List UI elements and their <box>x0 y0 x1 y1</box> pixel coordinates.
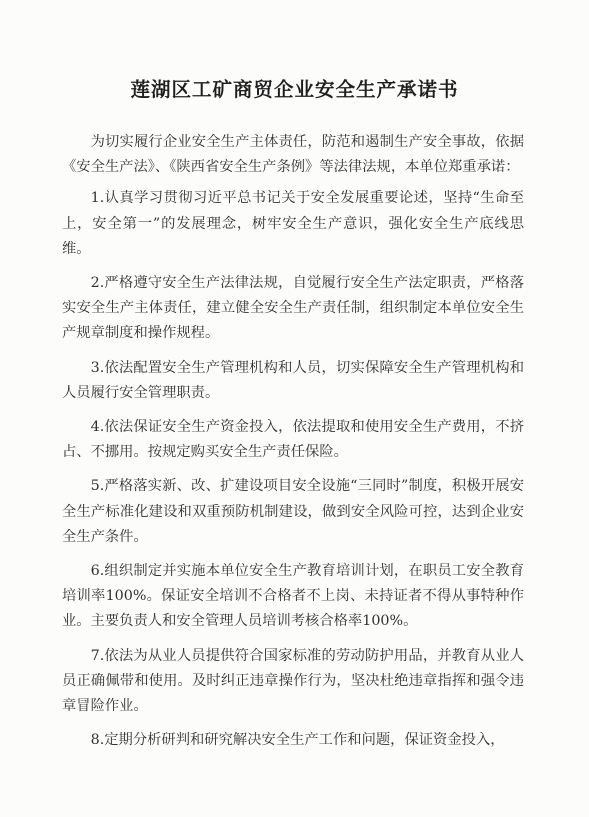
commitment-paragraph-1: 1.认真学习贯彻习近平总书记关于安全发展重要论述，坚持“生命至上，安全第一”的发展理念，树牢安全生产意识，强化安全生产底线思维。 <box>62 190 524 257</box>
commitment-paragraph-3: 3.依法配置安全生产管理机构和人员，切实保障安全生产管理机构和人员履行安全管理职责。 <box>62 359 524 401</box>
commitment-paragraph-8: 8.定期分析研判和研究解决安全生产工作和问题，保证资金投入， <box>90 732 505 749</box>
commitment-paragraph-6: 6.组织制定并实施本单位安全生产教育培训计划，在职员工安全教育培训率100%。保证安全培训不合格者不上岗、未持证者不得从事特种作业。主要负责人和安全管理人员培训考核合格率100%。 <box>62 563 524 630</box>
intro-paragraph: 为切实履行企业安全生产主体责任，防范和遏制生产安全事故，依据《安全生产法》、《陕西省安全生产条例》等法律法规，本单位郑重承诺： <box>62 134 524 176</box>
commitment-paragraph-5: 5.严格落实新、改、扩建设项目安全设施“三同时”制度，积极开展安全生产标准化建设和双重预防机制建设，做到安全风险可控，达到企业安全生产条件。 <box>62 478 524 545</box>
commitment-paragraph-7: 7.依法为从业人员提供符合国家标准的劳动防护用品，并教育从业人员正确佩带和使用。及时纠正违章操作行为，坚决杜绝违章指挥和强令违章冒险作业。 <box>62 647 524 715</box>
commitment-paragraph-2: 2.严格遵守安全生产法律法规，自觉履行安全生产法定职责，严格落实安全生产主体责任，建立健全安全生产责任制，组织制定本单位安全生产规章制度和操作规程。 <box>62 275 524 342</box>
document-body <box>62 130 524 753</box>
commitment-paragraph-4: 4.依法保证安全生产资金投入，依法提取和使用安全生产费用，不挤占、不挪用。按规定购买安全生产责任保险。 <box>62 419 524 461</box>
document-title: 莲湖区工矿商贸企业安全生产承诺书 <box>130 78 459 101</box>
